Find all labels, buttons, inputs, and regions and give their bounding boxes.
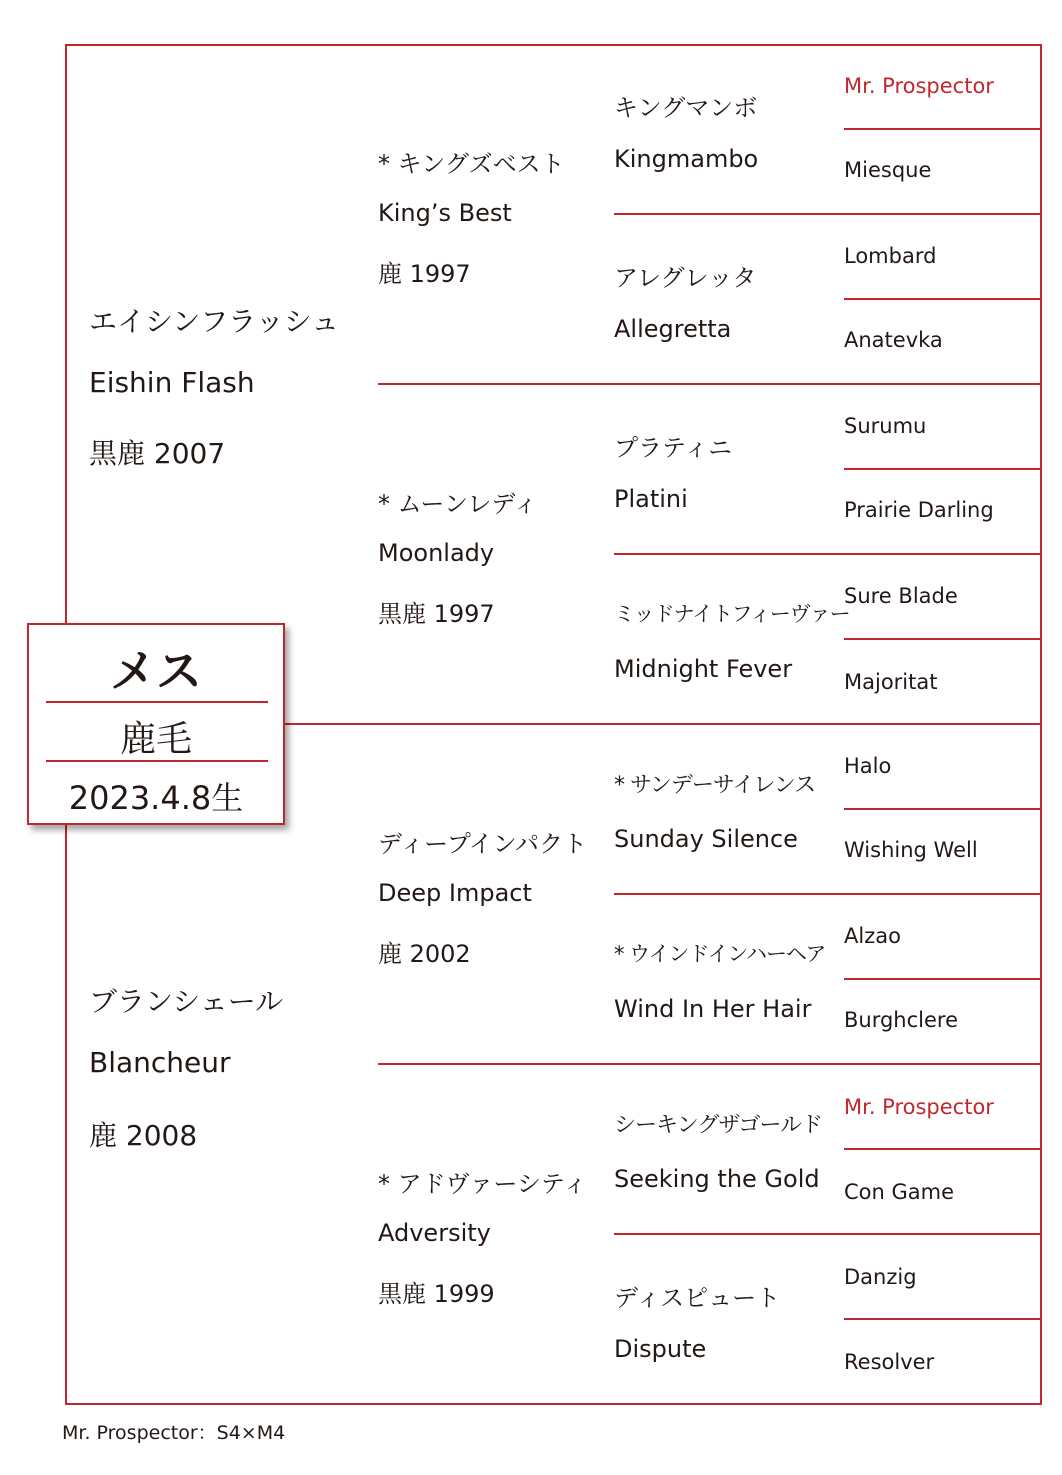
gen4-name-inbred: Mr. Prospector (844, 74, 994, 98)
dam-info: 鹿 2008 (89, 1119, 198, 1152)
inbreeding-note: Mr. Prospector：S4×M4 (62, 1422, 286, 1444)
dam-name-jp: ブランシェール (89, 985, 284, 1018)
gen2-name-en: King’s Best (378, 199, 512, 227)
gen4-name: Danzig (844, 1265, 917, 1289)
subject-divider (46, 701, 268, 703)
subject-divider (46, 760, 268, 762)
divider-gen3 (614, 553, 1042, 555)
gen2-name-jp: * キングズベスト (378, 150, 565, 178)
gen2-info: 黒鹿 1997 (378, 600, 495, 628)
gen2-name-jp: ディープインパクト (378, 830, 588, 858)
gen3-name-jp: * ウインドインハーヘア (614, 942, 826, 966)
divider-gen4 (844, 808, 1042, 810)
gen3-name-jp: アレグレッタ (614, 264, 757, 292)
divider-gen3 (614, 213, 1042, 215)
gen3-name-en: Dispute (614, 1335, 707, 1363)
gen3-name-en: Midnight Fever (614, 655, 793, 683)
subject-color: 鹿毛 (119, 719, 192, 760)
sire-info: 黒鹿 2007 (89, 437, 226, 470)
gen3-name-en: Seeking the Gold (614, 1165, 820, 1193)
gen4-name: Con Game (844, 1180, 955, 1204)
gen4-name: Wishing Well (844, 838, 978, 862)
gen3-name-en: Wind In Her Hair (614, 995, 812, 1023)
gen3-name-jp: シーキングザゴールド (614, 1113, 823, 1138)
gen3-name-jp: キングマンボ (614, 94, 758, 122)
divider-gen4 (844, 1148, 1042, 1150)
gen4-name: Sure Blade (844, 584, 958, 608)
gen4-name: Surumu (844, 414, 927, 438)
sire-name-jp: エイシンフラッシュ (89, 305, 340, 338)
gen4-name: Majoritat (844, 670, 938, 694)
subject-box (27, 623, 285, 825)
divider-gen4 (844, 468, 1042, 470)
divider-gen3 (614, 1233, 1042, 1235)
divider-gen4 (844, 978, 1042, 980)
gen2-name-en: Moonlady (378, 539, 495, 567)
gen4-name: Halo (844, 754, 892, 778)
gen2-info: 鹿 2002 (378, 940, 471, 968)
sire-name-en: Eishin Flash (89, 366, 255, 399)
divider-sire-dam (285, 723, 1042, 725)
gen4-name: Resolver (844, 1350, 935, 1374)
gen3-name-jp: * サンデーサイレンス (614, 773, 816, 798)
divider-gen2 (378, 383, 1042, 385)
gen3-name-jp: プラティニ (614, 434, 733, 462)
gen2-name-jp: * アドヴァーシティ (378, 1170, 587, 1198)
subject-sex: メス (110, 644, 202, 698)
gen3-name-jp: ディスピュート (614, 1284, 781, 1312)
gen3-name-en: Platini (614, 485, 688, 513)
divider-gen4 (844, 128, 1042, 130)
divider-gen4 (844, 1318, 1042, 1320)
divider-gen4 (844, 638, 1042, 640)
gen4-name: Prairie Darling (844, 498, 994, 522)
divider-gen3 (614, 893, 1042, 895)
gen4-name: Lombard (844, 244, 937, 268)
gen2-name-en: Adversity (378, 1219, 491, 1247)
gen4-name: Burghclere (844, 1008, 959, 1032)
divider-gen4 (844, 298, 1042, 300)
gen4-name: Anatevka (844, 328, 943, 352)
gen4-name: Miesque (844, 158, 932, 182)
subject-birth: 2023.4.8生 (68, 779, 244, 817)
gen2-name-en: Deep Impact (378, 879, 532, 907)
gen3-name-en: Kingmambo (614, 145, 759, 173)
divider-gen2 (378, 1063, 1042, 1065)
gen4-name-inbred: Mr. Prospector (844, 1095, 994, 1119)
dam-name-en: Blancheur (89, 1046, 231, 1079)
gen2-info: 黒鹿 1999 (378, 1280, 495, 1308)
gen2-name-jp: * ムーンレディ (378, 490, 538, 518)
gen3-name-jp: ミッドナイトフィーヴァー (614, 602, 850, 626)
gen3-name-en: Allegretta (614, 315, 732, 343)
gen4-name: Alzao (844, 924, 901, 948)
gen2-info: 鹿 1997 (378, 260, 471, 288)
gen3-name-en: Sunday Silence (614, 825, 798, 853)
